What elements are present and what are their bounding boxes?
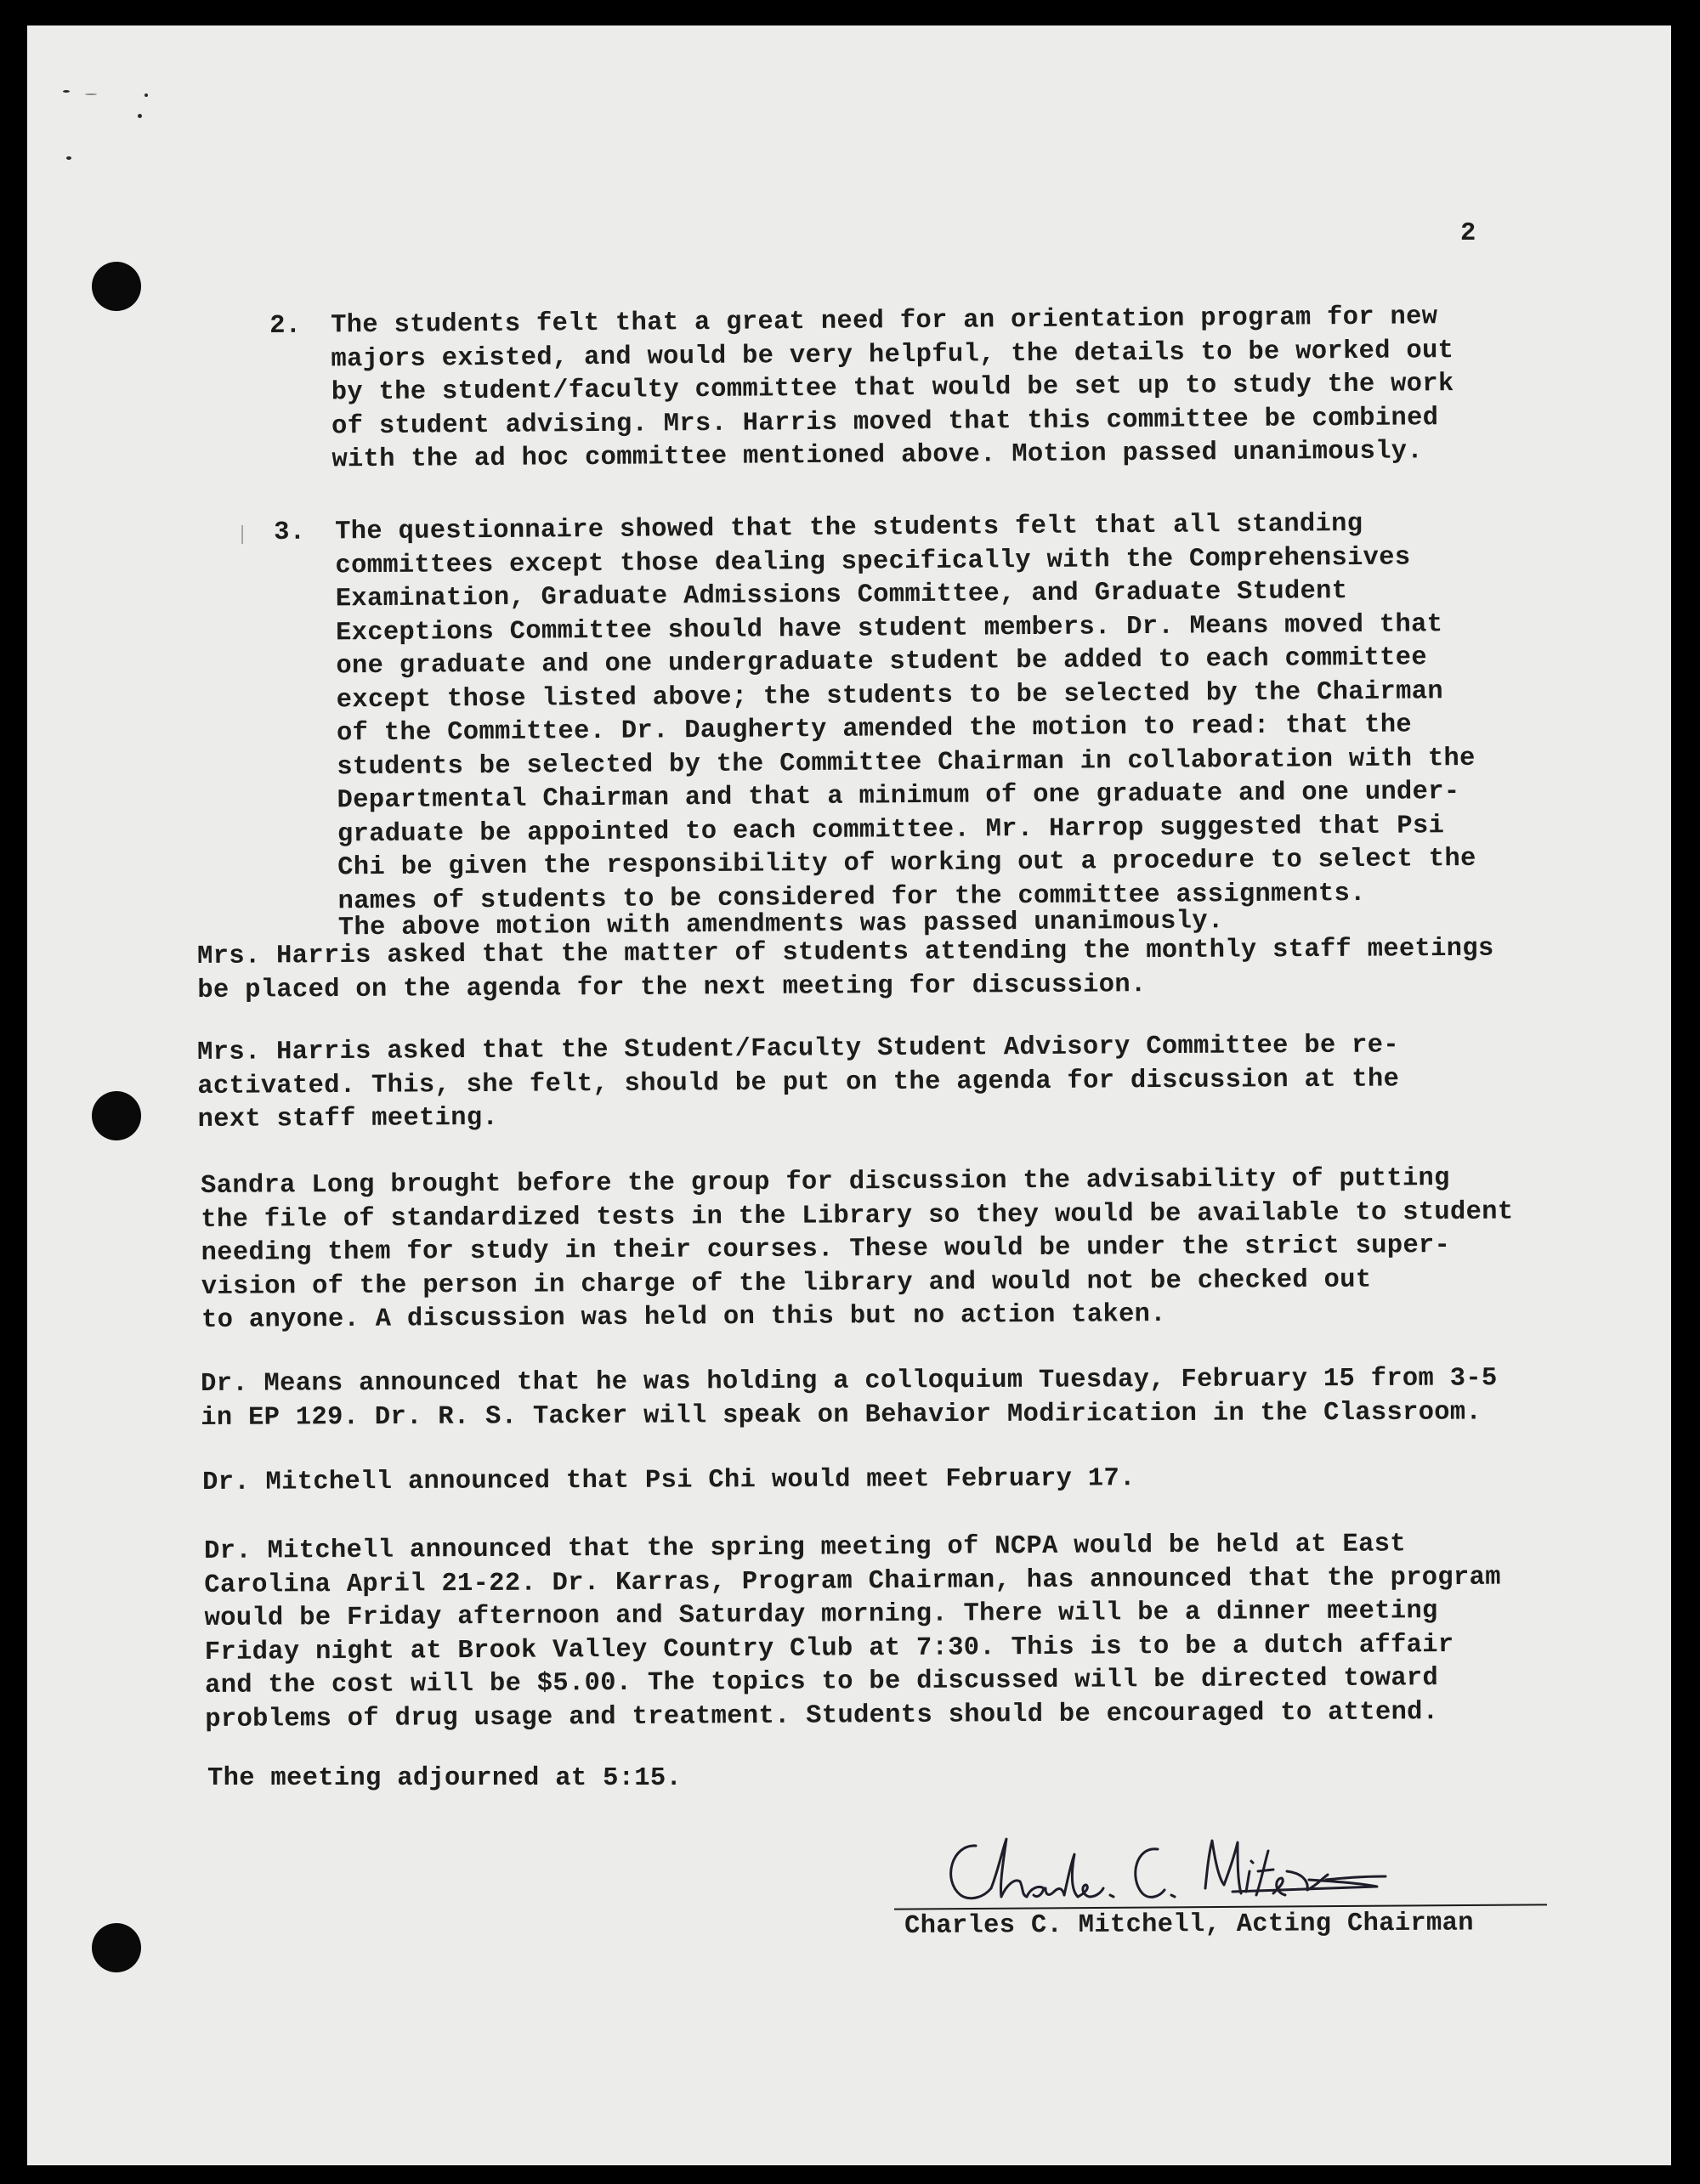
paper-speck [138, 114, 142, 118]
paragraph [207, 1762, 682, 1796]
paper-speck [85, 93, 97, 95]
text-line: students be selected by the Committee Chairman in collaboration with the [337, 744, 1476, 782]
text-line: Dr. Mitchell announced that the spring meeting of NCPA would be held at East [204, 1530, 1407, 1566]
paper-speck [63, 90, 70, 93]
text-line: needing them for study in their courses. These would be under the strict super- [201, 1231, 1451, 1268]
text-line: The meeting adjourned at 5:15. [207, 1764, 683, 1793]
text-line: of student advising. Mrs. Harris moved that this committee be combined [331, 403, 1439, 441]
text-line: Dr. Means announced that he was holding a colloquium Tuesday, February 15 from 3-5 [201, 1364, 1498, 1399]
text-line: one graduate and one undergraduate student be added to each committee [336, 643, 1428, 682]
text-line: The above motion with amendments was passed unanimously. [337, 907, 1224, 943]
text-line: Friday night at Brook Valley Country Club at 7:30. This is to be a dutch affair [204, 1630, 1454, 1667]
text-line: Examination, Graduate Admissions Committee, and Graduate Student [335, 577, 1348, 614]
text-line: of the Committee. Dr. Daugherty amended the motion to read: that the [336, 710, 1413, 749]
signature-graphic [935, 1829, 1411, 1914]
document-page [27, 25, 1671, 2165]
paragraph [201, 1362, 1498, 1435]
text-line: by the student/faculty committee that would be set up to study the work [331, 370, 1454, 408]
text-line: committees except those dealing specifically with the Comprehensives [335, 542, 1411, 580]
text-line: Departmental Chairman and that a minimum of one graduate and one under- [337, 778, 1460, 816]
text-line: majors existed, and would be very helpful, the details to be worked out [331, 336, 1454, 374]
hole-punch-top [92, 262, 141, 311]
page-number: 2 [1460, 219, 1476, 248]
paper-speck [66, 156, 71, 160]
hole-punch-bottom [92, 1923, 141, 1972]
paragraph [201, 1163, 1514, 1338]
text-line: Mrs. Harris asked that the matter of students attending the monthly staff meetings [197, 934, 1494, 971]
text-line: Dr. Mitchell announced that Psi Chi would meet February 17. [202, 1464, 1136, 1497]
text-line: with the ad hoc committee mentioned above. Motion passed unanimously. [332, 437, 1424, 475]
paper-speck [144, 93, 148, 97]
paragraph [204, 1528, 1502, 1737]
text-line: be placed on the agenda for the next meeting for discussion. [197, 970, 1147, 1005]
text-line: would be Friday afternoon and Saturday morning. There will be a dinner meeting [204, 1597, 1438, 1633]
text-line: vision of the person in charge of the library and would not be checked out [201, 1265, 1372, 1302]
text-line: activated. This, she felt, should be put on the agenda for discussion at the [197, 1064, 1400, 1101]
text-line: except those listed above; the students to be selected by the Chairman [336, 676, 1444, 715]
paragraph [202, 1463, 1136, 1500]
text-line: and the cost will be $5.00. The topics to be discussed will be directed toward [204, 1664, 1439, 1700]
text-line: Mrs. Harris asked that the Student/Faculty Student Advisory Committee be re- [197, 1031, 1400, 1067]
text-line: Sandra Long brought before the group for discussion the advisability of putting [201, 1164, 1450, 1201]
text-line: the file of standardized tests in the Library so they would be available to student [201, 1197, 1514, 1235]
text-line: The students felt that a great need for an orientation program for new [331, 303, 1438, 341]
text-line: Carolina April 21-22. Dr. Karras, Program Chairman, has announced that the program [204, 1563, 1501, 1600]
paper-speck [241, 525, 243, 544]
text-line: Exceptions Committee should have student members. Dr. Means moved that [335, 609, 1443, 648]
item-body [331, 301, 1454, 478]
text-line: in EP 129. Dr. R. S. Tacker will speak on Behavior Modirication in the Classroom. [201, 1397, 1482, 1433]
text-line: The questionnaire showed that the students felt that all standing [335, 509, 1363, 547]
item-body [335, 507, 1476, 946]
text-line: names of students to be considered for the committee assignments. [337, 879, 1366, 916]
item-number: 3. [274, 518, 306, 547]
paragraph [197, 933, 1494, 1008]
text-line: to anyone. A discussion was held on this but no action taken. [201, 1300, 1166, 1335]
paragraph [197, 1029, 1400, 1137]
text-line: next staff meeting. [197, 1103, 499, 1134]
text-line: problems of drug usage and treatment. Students should be encouraged to attend. [205, 1697, 1439, 1734]
signature-name: Charles C. Mitchell, Acting Chairman [904, 1909, 1474, 1941]
text-line: graduate be appointed to each committee. Mr. Harrop suggested that Psi [337, 811, 1445, 849]
text-line: Chi be given the responsibility of working out a procedure to select the [337, 844, 1476, 883]
hole-punch-middle [92, 1091, 141, 1140]
item-number: 2. [269, 311, 302, 341]
